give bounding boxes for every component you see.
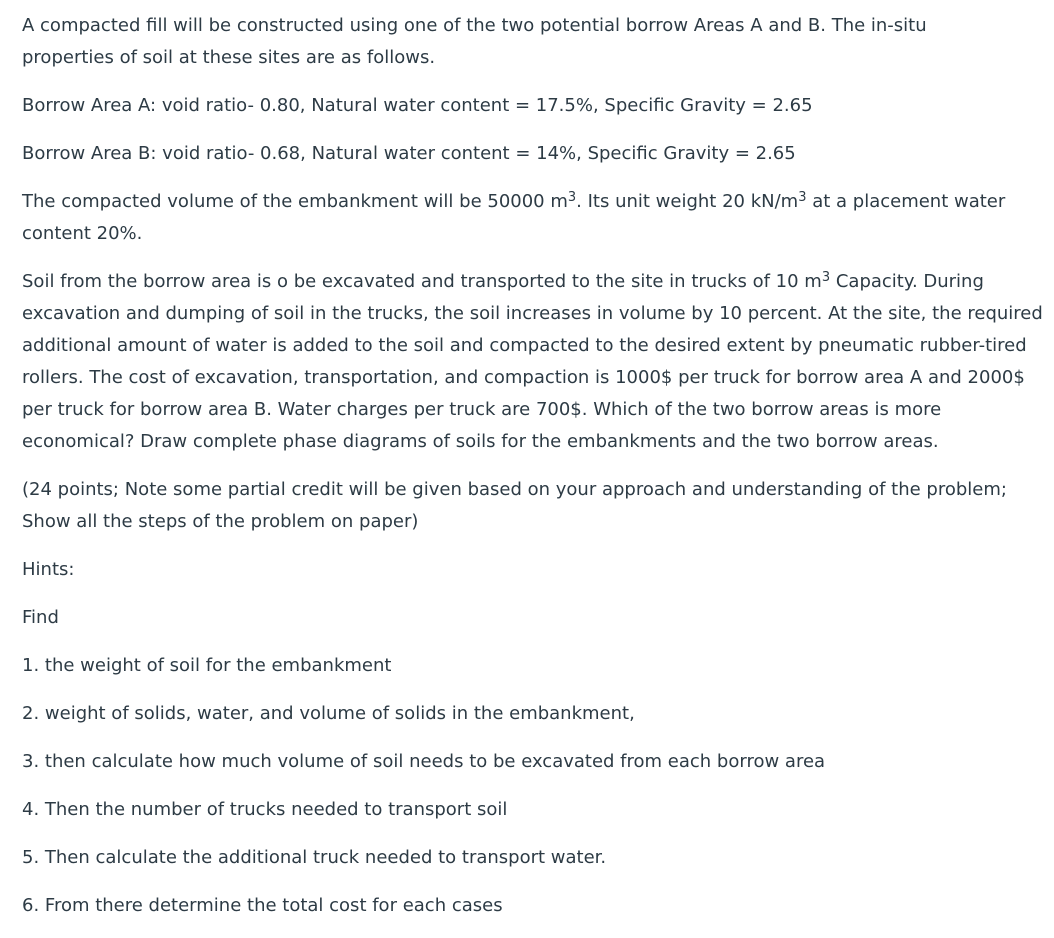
hint-step-1: 1. the weight of soil for the embankment bbox=[22, 655, 392, 676]
embankment-paragraph bbox=[22, 186, 1042, 250]
embankment-sup-2: 3 bbox=[798, 190, 807, 205]
transport-text-2: Capacity. During excavation and dumping of soil in the trucks, the soil increases in volume by 10 percent. At the site, the required additional amount of water is added to the soil and compacted to the desired extent by pneumatic rubber-tired rollers. The cost of excavation, transportation, and compaction is 1000$ per truck for borrow area A and 2000$ per truck for borrow area B. Water charges per truck are 700$. Which of the two borrow areas is more economical? Draw complete phase diagrams of soils for the embankments and the two borrow areas. bbox=[22, 271, 1043, 452]
transport-sup-1: 3 bbox=[821, 270, 831, 285]
question-body bbox=[22, 10, 1054, 938]
embankment-text-2: . Its unit weight 20 kN/m bbox=[576, 191, 799, 212]
borrow-area-b-properties: Borrow Area B: void ratio- 0.68, Natural water content = 14%, Specific Gravity = 2.65 bbox=[22, 143, 796, 164]
find-label: Find bbox=[22, 607, 59, 628]
hint-step-2: 2. weight of solids, water, and volume of solids in the embankment, bbox=[22, 703, 635, 724]
transport-text-1: Soil from the borrow area is o be excavated and transported to the site in trucks of 10 m bbox=[22, 271, 822, 292]
hint-step-3: 3. then calculate how much volume of soil needs to be excavated from each borrow area bbox=[22, 751, 826, 772]
embankment-sup-1: 3 bbox=[567, 190, 577, 205]
embankment-text-1: The compacted volume of the embankment will be 50000 m bbox=[22, 191, 568, 212]
embankment-text-3: at a placement water content 20%. bbox=[22, 191, 1006, 244]
hint-step-6: 6. From there determine the total cost for each cases bbox=[22, 895, 503, 916]
hint-step-4: 4. Then the number of trucks needed to transport soil bbox=[22, 799, 508, 820]
points-note: (24 points; Note some partial credit will be given based on your approach and understanding of the problem; Show all the steps of the problem on paper) bbox=[22, 479, 1007, 532]
hints-heading: Hints: bbox=[22, 559, 75, 580]
borrow-area-a-properties: Borrow Area A: void ratio- 0.80, Natural water content = 17.5%, Specific Gravity = 2.65 bbox=[22, 95, 813, 116]
hint-step-5: 5. Then calculate the additional truck needed to transport water. bbox=[22, 847, 607, 868]
transport-paragraph bbox=[22, 266, 1052, 458]
intro-paragraph: A compacted fill will be constructed using one of the two potential borrow Areas A and B. The in-situ properties of soil at these sites are as follows. bbox=[22, 15, 927, 68]
